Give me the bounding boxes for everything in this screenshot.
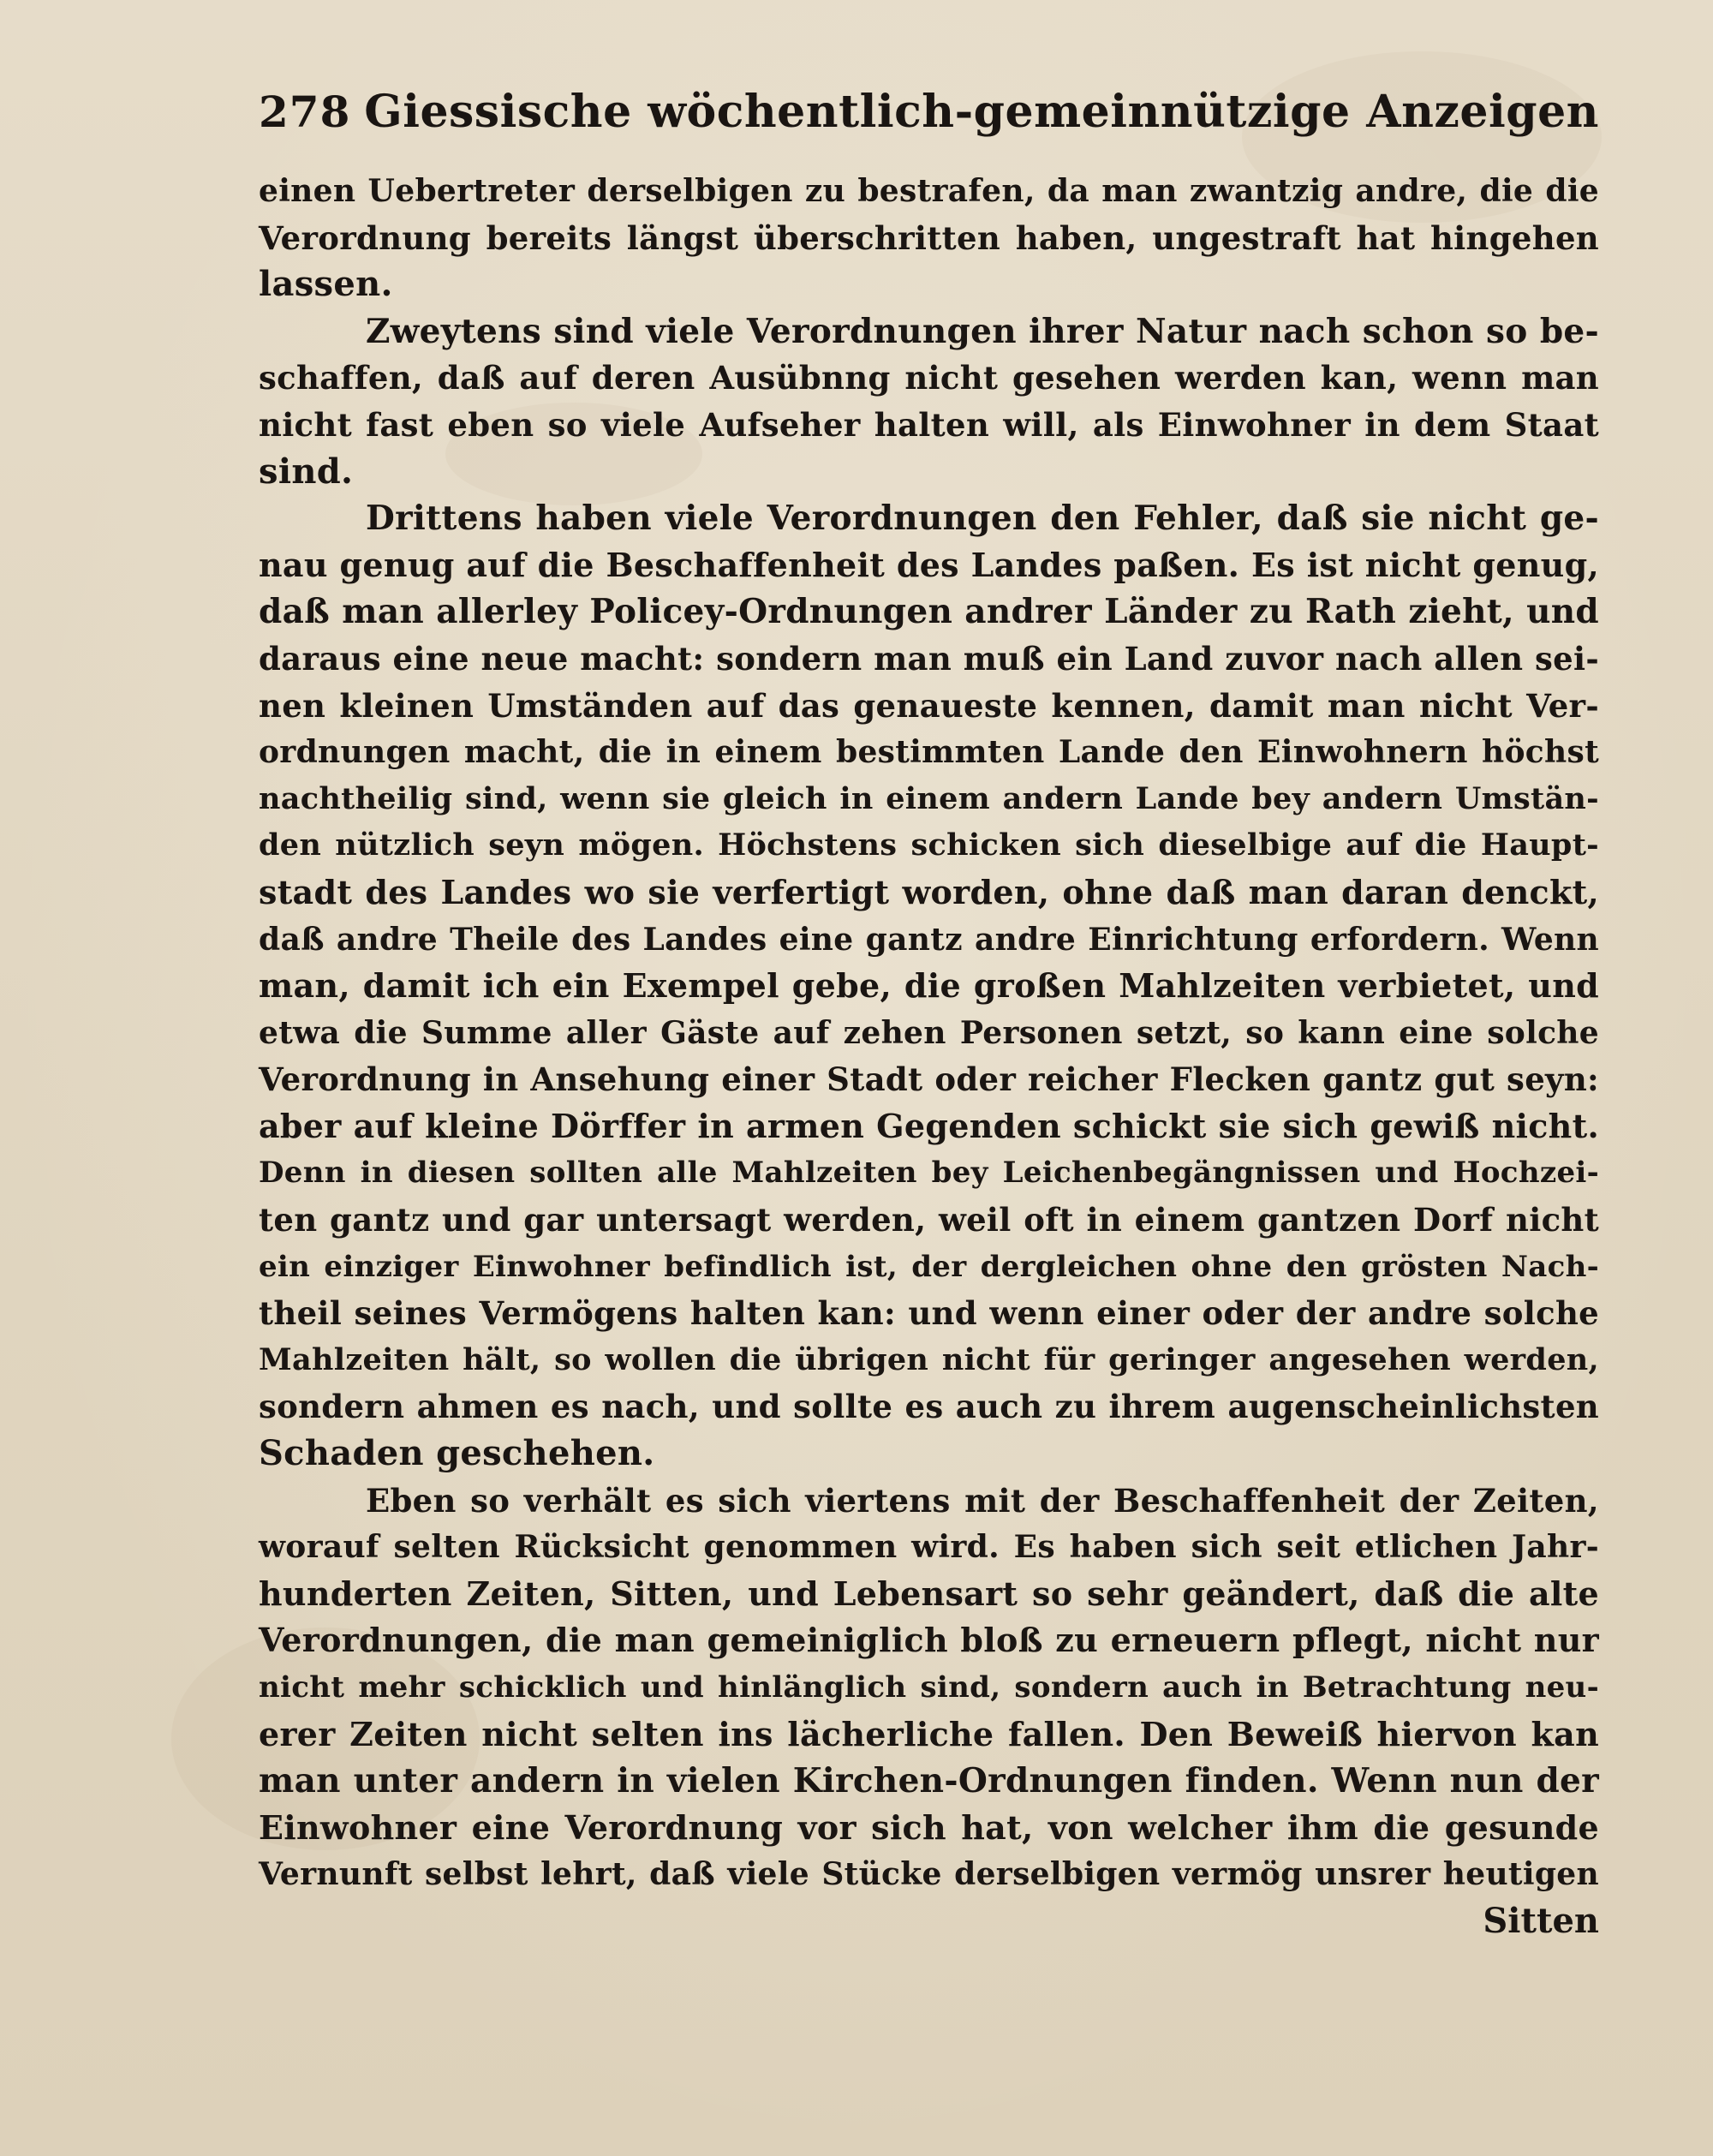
text-line: schaffen, daß auf deren Ausübnng nicht gesehen werden kan, wenn man — [259, 359, 1599, 397]
text-line: einen Uebertreter derselbigen zu bestrafen, da man zwantzig andre, die die — [259, 173, 1599, 209]
text-line: lassen. — [259, 264, 393, 305]
text-line: erer Zeiten nicht selten ins lächerliche fallen. Den Beweiß hiervon kan — [259, 1714, 1599, 1753]
text-line: Zweytens sind viele Verordnungen ihrer Natur nach schon so be- — [366, 311, 1599, 351]
text-line: ein einziger Einwohner befindlich ist, der dergleichen ohne den grösten Nach- — [259, 1249, 1599, 1284]
text-line: nau genug auf die Beschaffenheit des Landes paßen. Es ist nicht genug, — [259, 545, 1599, 584]
text-line: etwa die Summe aller Gäste auf zehen Personen setzt, so kann eine solche — [259, 1014, 1599, 1051]
text-line: man, damit ich ein Exempel gebe, die großen Mahlzeiten verbietet, und — [259, 966, 1599, 1006]
text-line: sind. — [259, 451, 354, 492]
running-head — [259, 86, 1599, 158]
text-line: sondern ahmen es nach, und sollte es auch zu ihrem augenscheinlichsten — [259, 1388, 1599, 1426]
text-line: nachtheilig sind, wenn sie gleich in einem andern Lande bey andern Umstän- — [259, 780, 1599, 816]
text-line: stadt des Landes wo sie verfertigt worden, ohne daß man daran denckt, — [259, 872, 1599, 911]
text-line: nicht fast eben so viele Aufseher halten will, als Einwohner in dem Staat — [259, 405, 1599, 444]
text-line: daraus eine neue macht: sondern man muß ein Land zuvor nach allen sei- — [259, 639, 1599, 678]
text-line: Schaden geschehen. — [259, 1433, 655, 1474]
text-line: theil seines Vermögens halten kan: und wenn einer oder der andre solche — [259, 1294, 1599, 1333]
text-line: worauf selten Rücksicht genommen wird. Es haben sich seit etlichen Jahr- — [259, 1529, 1599, 1566]
body-text — [259, 168, 1599, 1944]
text-line: Verordnung in Ansehung einer Stadt oder reicher Flecken gantz gut seyn: — [259, 1060, 1599, 1099]
text-line: man unter andern in vielen Kirchen-Ordnungen finden. Wenn nun der — [259, 1761, 1599, 1801]
text-line: daß man allerley Policey-Ordnungen andrer Länder zu Rath zieht, und — [259, 592, 1599, 632]
text-line: nicht mehr schicklich und hinlänglich sind, sondern auch in Betrachtung neu- — [259, 1670, 1599, 1705]
page-number: 278 — [259, 87, 351, 137]
catchword: Sitten — [1483, 1900, 1599, 1941]
text-line: hunderten Zeiten, Sitten, und Lebensart so sehr geändert, daß die alte — [259, 1574, 1599, 1613]
text-line: Verordnungen, die man gemeiniglich bloß zu erneuern pflegt, nicht nur — [259, 1621, 1599, 1660]
text-line: Einwohner eine Verordnung vor sich hat, von welcher ihm die gesunde — [259, 1807, 1599, 1847]
text-line: Drittens haben viele Verordnungen den Fehler, daß sie nicht ge- — [366, 499, 1599, 539]
text-line: Verordnung bereits längst überschritten haben, ungestraft hat hingehen — [259, 218, 1599, 257]
text-line: Denn in diesen sollten alle Mahlzeiten bey Leichenbegängnissen und Hochzei- — [259, 1156, 1599, 1191]
text-line: nen kleinen Umständen auf das genaueste kennen, damit man nicht Ver- — [259, 686, 1599, 725]
print-block — [259, 86, 1599, 1944]
text-line: ten gantz und gar untersagt werden, weil oft in einem gantzen Dorf nicht — [259, 1201, 1599, 1239]
text-line: den nützlich seyn mögen. Höchstens schicken sich dieselbige auf die Haupt- — [259, 827, 1599, 863]
text-line: ordnungen macht, die in einem bestimmten Lande den Einwohnern höchst — [259, 734, 1599, 771]
text-line: Eben so verhält es sich viertens mit der Beschaffenheit der Zeiten, — [366, 1481, 1599, 1520]
text-line: Mahlzeiten hält, so wollen die übrigen nicht für geringer angesehen werden, — [259, 1341, 1599, 1377]
running-title: Giessische wöchentlich-gemeinnützige Anzeigen — [364, 86, 1599, 138]
text-line: daß andre Theile des Landes eine gantz andre Einrichtung erfordern. Wenn — [259, 921, 1599, 958]
text-line: Vernunft selbst lehrt, daß viele Stücke derselbigen vermög unsrer heutigen — [259, 1856, 1599, 1893]
text-line: aber auf kleine Dörffer in armen Gegenden schickt sie sich gewiß nicht. — [259, 1106, 1599, 1145]
